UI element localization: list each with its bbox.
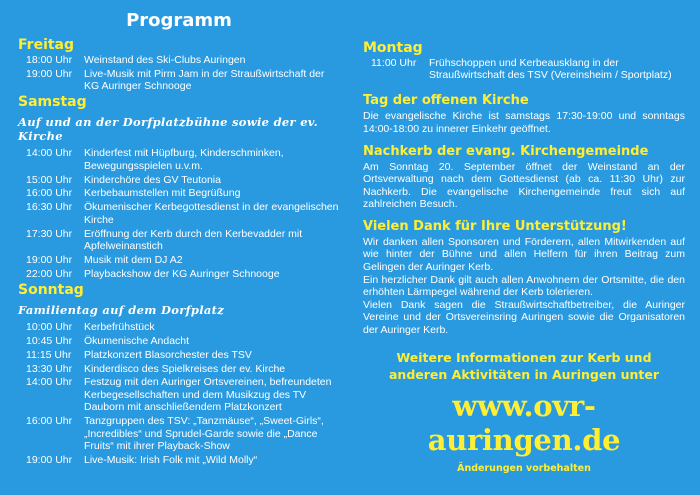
info-column [363, 40, 685, 474]
event-time: 17:30 Uhr [26, 227, 73, 240]
website-link[interactable]: www.ovr-auringen.de [427, 388, 621, 457]
event-desc: Frühschoppen und Kerbeausklang in der Straußwirtschaft des TSV (Vereinsheim / Sportplatz) [429, 57, 672, 82]
event-desc: Ökumenische Andacht [84, 334, 190, 347]
event-desc: Kerbebaumstellen mit Begrüßung [84, 187, 241, 200]
more-info-line-2: anderen Aktivitäten in Auringen unter [389, 366, 659, 382]
friday-events [18, 54, 340, 93]
event-time: 14:00 Uhr [26, 376, 73, 389]
program-title: Programm [126, 10, 232, 31]
nachkerb-heading: Nachkerb der evang. Kirchengemeinde [363, 143, 649, 159]
thanks-paragraph-2: Ein herzlicher Dank gilt auch allen Anwohnern der Ortsmitte, die den erhöhten Lärmpegel während der Kerb tolerieren. [363, 273, 685, 299]
event-time: 16:30 Uhr [26, 201, 73, 214]
event-desc: Kinderdisco des Spielkreises der ev. Kirche [84, 362, 286, 375]
event-row [363, 57, 685, 82]
saturday-subtitle: Auf und an der Dorfplatzbühne sowie der ev. Kirche [18, 115, 318, 144]
event-time: 18:00 Uhr [26, 54, 73, 66]
event-row [18, 321, 340, 333]
event-row [18, 147, 340, 172]
event-desc: Platzkonzert Blasorchester des TSV [84, 348, 252, 361]
thanks-paragraph-3: Vielen Dank sagen die Straußwirtschaftbetreiber, die Auringer Vereine und der Ortsvereinsring Auringen sowie die Organisatoren der Auringer Kerb. [363, 298, 685, 337]
event-desc: Kerbefrühstück [84, 320, 155, 333]
event-time: 19:00 Uhr [26, 253, 73, 266]
event-time: 11:00 Uhr [371, 57, 417, 69]
nachkerb-text: Am Sonntag 20. September öffnet der Weinstand an der Ortsverwaltung nach dem Gottesdienst (ab ca. 11:30 Uhr) zur Nachkerb. Die evangelische Kirchengemeinde freut sich auf zahlreichen Besuch. [363, 160, 685, 211]
event-desc: Tanzgruppen des TSV: „Tanzmäuse“, „Sweet-Girls“, „Incredibles“ und Sprudel-Garde sowie die „Dance Fruits“ mit ihrer Playback-Show [84, 415, 324, 452]
event-time: 10:00 Uhr [26, 320, 73, 333]
event-time: 19:00 Uhr [26, 67, 73, 80]
event-row [18, 376, 340, 413]
event-time: 11:15 Uhr [26, 348, 72, 361]
day-heading-saturday: Samstag [18, 94, 87, 111]
program-column [18, 10, 340, 468]
sunday-events [18, 321, 340, 466]
event-time: 19:00 Uhr [26, 453, 73, 466]
event-time: 16:00 Uhr [26, 187, 73, 200]
event-time: 16:00 Uhr [26, 415, 73, 428]
event-desc: Ökumenischer Kerbegottesdienst in der evangelischen Kirche [84, 201, 339, 226]
event-row [18, 187, 340, 199]
event-row [18, 268, 340, 280]
event-row [18, 54, 340, 66]
event-row [18, 174, 340, 186]
saturday-events [18, 147, 340, 280]
event-desc: Live-Musik: Irish Folk mit „Wild Molly“ [84, 453, 258, 466]
event-desc: Kinderchöre des GV Teutonia [84, 173, 221, 186]
sunday-subtitle: Familientag auf dem Dorfplatz [18, 302, 225, 317]
event-row [18, 349, 340, 361]
thanks-heading: Vielen Dank für Ihre Unterstützung! [363, 218, 627, 234]
event-row [18, 201, 340, 226]
event-row [18, 228, 340, 253]
event-time: 15:00 Uhr [26, 173, 73, 186]
day-heading-monday: Montag [363, 40, 423, 56]
event-desc: Festzug mit den Auringer Ortsvereinen, befreundeten Kerbegesellschaften und dem Musikzug des TV Dauborn mit anschließendem Platzkonzert [84, 376, 332, 414]
more-info-line-1: Weitere Informationen zur Kerb und [396, 349, 652, 365]
event-row [18, 254, 340, 266]
event-time: 14:00 Uhr [26, 147, 73, 160]
day-heading-sunday: Sonntag [18, 281, 84, 298]
event-time: 10:45 Uhr [26, 334, 73, 347]
changes-notice: Änderungen vorbehalten [457, 462, 591, 474]
day-heading-friday: Freitag [18, 37, 75, 53]
event-desc: Live-Musik mit Pirm Jam in der Straußwirtschaft der KG Auringer Schnooge [84, 67, 325, 93]
event-desc: Kinderfest mit Hüpfburg, Kinderschminken, Bewegungsspielen u.v.m. [84, 147, 284, 172]
event-time: 13:30 Uhr [26, 362, 73, 375]
event-time: 22:00 Uhr [26, 267, 73, 280]
open-church-text: Die evangelische Kirche ist samstags 17:30-19:00 und sonntags 14:00-18:00 zu innerer Einkehr geöffnet. [363, 110, 685, 135]
event-row [18, 363, 340, 375]
event-desc: Eröffnung der Kerb durch den Kerbevadder mit Apfelweinanstich [84, 227, 303, 253]
event-desc: Playbackshow der KG Auringer Schnooge [84, 267, 280, 280]
event-row [18, 415, 340, 452]
event-desc: Musik mit dem DJ A2 [84, 253, 183, 266]
monday-events [363, 57, 685, 82]
event-row [18, 68, 340, 93]
open-church-heading: Tag der offenen Kirche [363, 93, 529, 109]
event-row [18, 454, 340, 466]
thanks-paragraph-1: Wir danken allen Sponsoren und Förderern, allen Mitwirkenden auf wie hinter der Bühne und allen Helfern für ihren Beitrag zum Gelingen der Auringer Kerb. [363, 235, 685, 274]
event-desc: Weinstand des Ski-Clubs Auringen [84, 54, 246, 66]
event-row [18, 335, 340, 347]
